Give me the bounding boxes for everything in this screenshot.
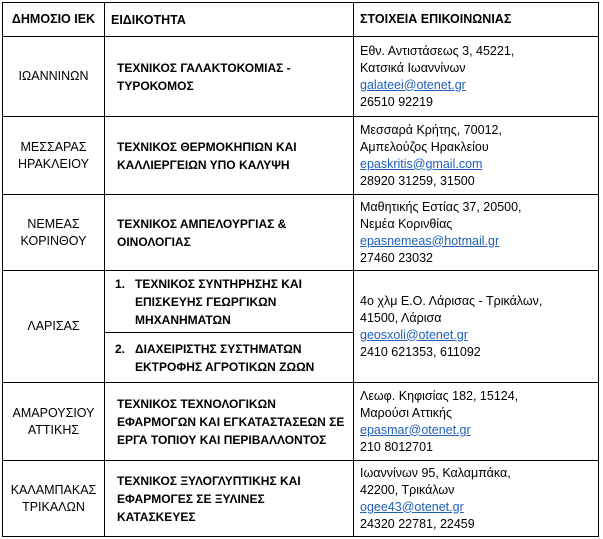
email-link[interactable]: galateei@otenet.gr (360, 77, 466, 92)
specialty-line: ΚΑΛΛΙΕΡΓΕΙΩΝ ΥΠΟ ΚΑΛΥΨΗ (117, 157, 290, 172)
iek-name-line: ΜΕΣΣΑΡΑΣ (20, 139, 87, 154)
contact-cell (354, 461, 598, 536)
address-line: Μεσσαρά Κρήτης, 70012, (360, 122, 502, 137)
email-link[interactable]: ogee43@otenet.gr (360, 499, 464, 514)
specialty-cell (105, 271, 354, 382)
specialty-line: ΤΕΧΝΙΚΟΣ ΣΥΝΤΗΡΗΣΗΣ ΚΑΙ (135, 276, 302, 291)
table-row (3, 460, 598, 536)
specialty-number: 1. (115, 276, 126, 291)
contact-cell (354, 383, 598, 460)
contact-cell (354, 195, 598, 270)
contact-cell (354, 37, 598, 116)
iek-name (3, 37, 105, 116)
address-line: Αμπελούζος Ηρακλείου (360, 139, 489, 154)
header-iek: ΔΗΜΟΣΙΟ ΙΕΚ (3, 3, 105, 36)
specialty-cell (105, 195, 354, 270)
phone-text: 2410 621353, 611092 (360, 344, 481, 359)
phone-text: 24320 22781, 22459 (360, 516, 475, 531)
address-line: Νεμέα Κορινθίας (360, 216, 453, 231)
iek-name-line: ΚΟΡΙΝΘΟΥ (20, 233, 87, 248)
table-row (3, 382, 598, 460)
iek-name-line: ΚΑΛΑΜΠΑΚΑΣ (10, 482, 97, 497)
address-line: 41500, Λάρισα (360, 310, 442, 325)
specialty-cell (105, 383, 354, 460)
address-line: Μαθητικής Εστίας 37, 20500, (360, 199, 522, 214)
phone-text: 27460 23032 (360, 250, 433, 265)
specialty-item (105, 332, 353, 382)
email-link[interactable]: epaskritis@gmail.com (360, 156, 483, 171)
phone-text: 28920 31259, 31500 (360, 173, 475, 188)
iek-name (3, 383, 105, 460)
specialty-line: ΕΠΙΣΚΕΥΗΣ ΓΕΩΡΓΙΚΩΝ (135, 294, 277, 309)
specialty-line: ΟΙΝΟΛΟΓΙΑΣ (117, 234, 191, 249)
specialty-line: ΕΦΑΡΜΟΓΕΣ ΣΕ ΞΥΛΙΝΕΣ ΚΑΤΑΣΚΕΥΕΣ (117, 491, 265, 524)
specialty-cell (105, 461, 354, 536)
contact-cell (354, 271, 598, 382)
specialty-line: ΕΡΓΑ ΤΟΠΙΟΥ ΚΑΙ ΠΕΡΙΒΑΛΛΟΝΤΟΣ (117, 432, 327, 447)
address-line: Εθν. Αντιστάσεως 3, 45221, (360, 43, 515, 58)
phone-text: 210 8012701 (360, 439, 433, 454)
table-header-row (3, 3, 598, 36)
address-line: 42200, Τρικάλων (360, 482, 455, 497)
specialty-line: ΜΗΧΑΝΗΜΑΤΩΝ (135, 312, 231, 327)
specialty-line: ΤΥΡΟΚΟΜΟΣ (117, 78, 194, 93)
specialty-line: ΕΚΤΡΟΦΗΣ ΑΓΡΟΤΙΚΩΝ ΖΩΩΝ (135, 359, 315, 374)
specialty-line: ΔΙΑΧΕΙΡΙΣΤΗΣ ΣΥΣΤΗΜΑΤΩΝ (135, 341, 302, 356)
table-row (3, 116, 598, 194)
address-line: 4ο χλμ Ε.Ο. Λάρισας - Τρικάλων, (360, 293, 543, 308)
iek-name-line: ΤΡΙΚΑΛΩΝ (22, 499, 85, 514)
specialty-line: ΤΕΧΝΙΚΟΣ ΑΜΠΕΛΟΥΡΓΙΑΣ & (117, 216, 287, 231)
table-row (3, 270, 598, 382)
address-line: Ιωαννίνων 95, Καλαμπάκα, (360, 465, 511, 480)
email-link[interactable]: geosxoli@otenet.gr (360, 327, 468, 342)
iek-name (3, 117, 105, 194)
specialty-cell (105, 37, 354, 116)
iek-name-line: ΑΜΑΡΟΥΣΙΟΥ (12, 405, 95, 420)
email-link[interactable]: epasnemeas@hotmail.gr (360, 233, 500, 248)
address-line: Κατσικά Ιωαννίνων (360, 60, 466, 75)
iek-name (3, 195, 105, 270)
specialty-cell (105, 117, 354, 194)
iek-name (3, 271, 105, 382)
iek-name-text: ΙΩΑΝΝΙΝΩΝ (18, 69, 89, 83)
specialty-line: ΤΕΧΝΙΚΟΣ ΤΕΧΝΟΛΟΓΙΚΩΝ (117, 396, 276, 411)
header-specialty: ΕΙΔΙΚΟΤΗΤΑ (105, 3, 354, 36)
address-line: Μαρούσι Αττικής (360, 405, 453, 420)
iek-name (3, 461, 105, 536)
iek-name-line: ΑΤΤΙΚΗΣ (27, 422, 80, 437)
phone-text: 26510 92219 (360, 94, 433, 109)
table-row (3, 36, 598, 116)
table-row (3, 194, 598, 270)
specialty-line: ΤΕΧΝΙΚΟΣ ΘΕΡΜΟΚΗΠΙΩΝ ΚΑΙ (117, 139, 297, 154)
iek-name-line: ΗΡΑΚΛΕΙΟΥ (18, 156, 89, 171)
specialty-line: ΤΕΧΝΙΚΟΣ ΓΑΛΑΚΤΟΚΟΜΙΑΣ - (117, 60, 291, 75)
specialty-line: ΕΦΑΡΜΟΓΩΝ ΚΑΙ ΕΓΚΑΤΑΣΤΑΣΕΩΝ ΣΕ (117, 414, 345, 429)
address-line: Λεωφ. Κηφισίας 182, 15124, (360, 388, 519, 403)
specialty-number: 2. (115, 341, 126, 356)
specialty-item (105, 271, 353, 332)
iek-name-line: ΝΕΜΕΑΣ (27, 216, 80, 231)
email-link[interactable]: epasmar@otenet.gr (360, 422, 471, 437)
iek-contact-table (2, 2, 599, 537)
contact-cell (354, 117, 598, 194)
specialty-line: ΤΕΧΝΙΚΟΣ ΞΥΛΟΓΛΥΠΤΙΚΗΣ ΚΑΙ (117, 473, 301, 488)
header-contact: ΣΤΟΙΧΕΙΑ ΕΠΙΚΟΙΝΩΝΙΑΣ (360, 12, 512, 26)
iek-name-text: ΛΑΡΙΣΑΣ (27, 319, 80, 333)
